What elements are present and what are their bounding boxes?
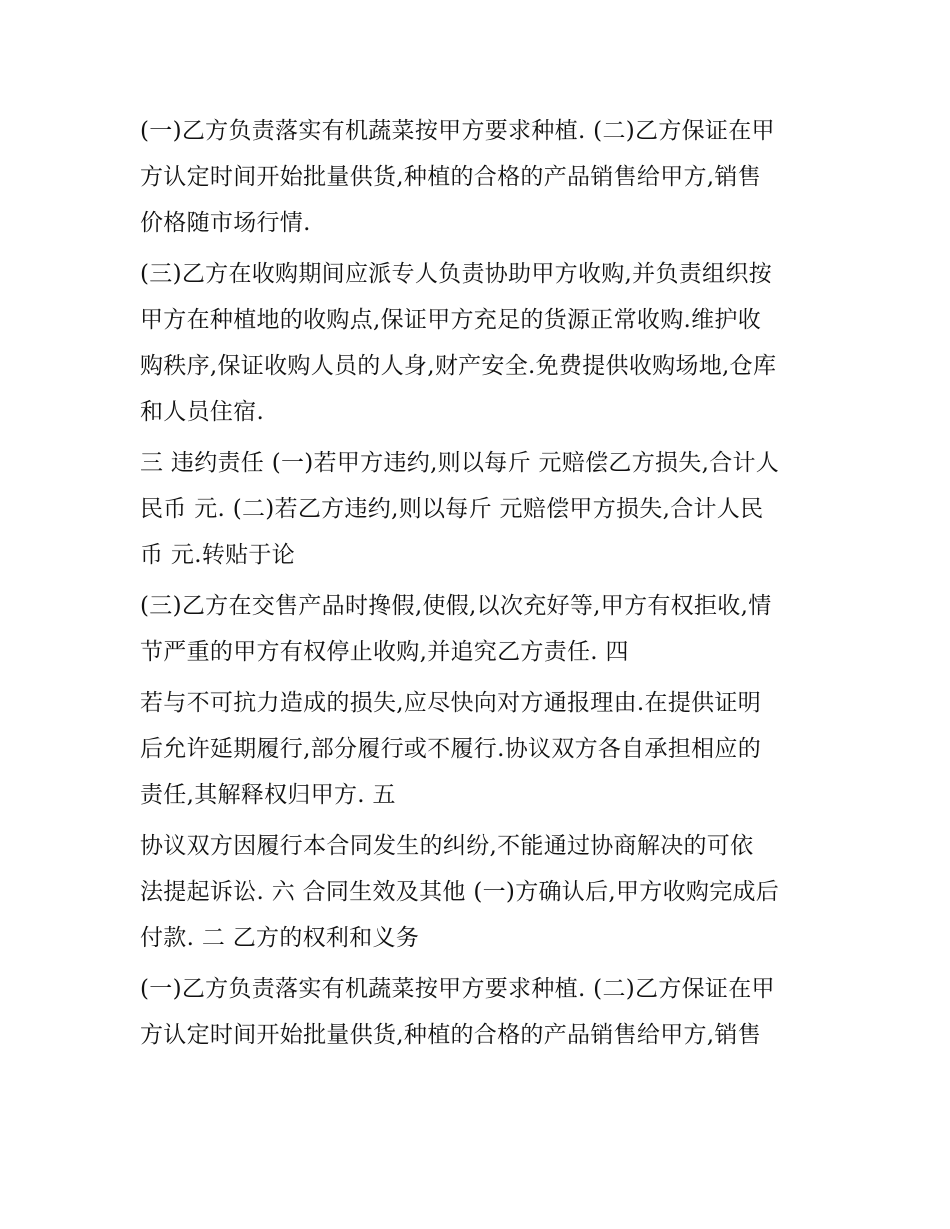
text-line: 民币 元. (二)若乙方违约,则以每斤 元赔偿甲方损失,合计人民 — [140, 496, 764, 522]
paragraph — [140, 680, 820, 818]
text-line: 甲方在种植地的收购点,保证甲方充足的货源正常收购.维护收 — [140, 307, 762, 333]
text-line: 节严重的甲方有权停止收购,并追究乙方责任. 四 — [140, 639, 629, 665]
text-line: 三 违约责任 (一)若甲方违约,则以每斤 元赔偿乙方损失,合计人 — [140, 450, 780, 476]
paragraph — [140, 823, 820, 961]
text-line: 后允许延期履行,部分履行或不履行.协议双方各自承担相应的 — [140, 736, 762, 762]
text-line: 法提起诉讼. 六 合同生效及其他 (一)方确认后,甲方收购完成后 — [140, 879, 780, 905]
paragraph — [140, 583, 820, 675]
text-line: (一)乙方负责落实有机蔬菜按甲方要求种植. (二)乙方保证在甲 — [140, 118, 775, 144]
text-line: (三)乙方在交售产品时搀假,使假,以次充好等,甲方有权拒收,情 — [140, 593, 772, 619]
document-body — [140, 108, 820, 1058]
text-line: 和人员住宿. — [140, 399, 265, 425]
text-line: 方认定时间开始批量供货,种植的合格的产品销售给甲方,销售 — [140, 1022, 762, 1048]
text-line: 价格随市场行情. — [140, 210, 311, 236]
paragraph — [140, 108, 820, 246]
paragraph — [140, 251, 820, 435]
text-line: (一)乙方负责落实有机蔬菜按甲方要求种植. (二)乙方保证在甲 — [140, 976, 775, 1002]
text-line: (三)乙方在收购期间应派专人负责协助甲方收购,并负责组织按 — [140, 261, 772, 287]
paragraph — [140, 966, 820, 1058]
paragraph — [140, 440, 820, 578]
text-line: 若与不可抗力造成的损失,应尽快向对方通报理由.在提供证明 — [140, 690, 762, 716]
text-line: 方认定时间开始批量供货,种植的合格的产品销售给甲方,销售 — [140, 164, 762, 190]
text-line: 责任,其解释权归甲方. 五 — [140, 782, 396, 808]
text-line: 购秩序,保证收购人员的人身,财产安全.免费提供收购场地,仓库 — [140, 353, 777, 379]
text-line: 付款. 二 乙方的权利和义务 — [140, 925, 420, 951]
text-line: 协议双方因履行本合同发生的纠纷,不能通过协商解决的可依 — [140, 833, 754, 859]
text-line: 币 元.转贴于论 — [140, 542, 296, 568]
